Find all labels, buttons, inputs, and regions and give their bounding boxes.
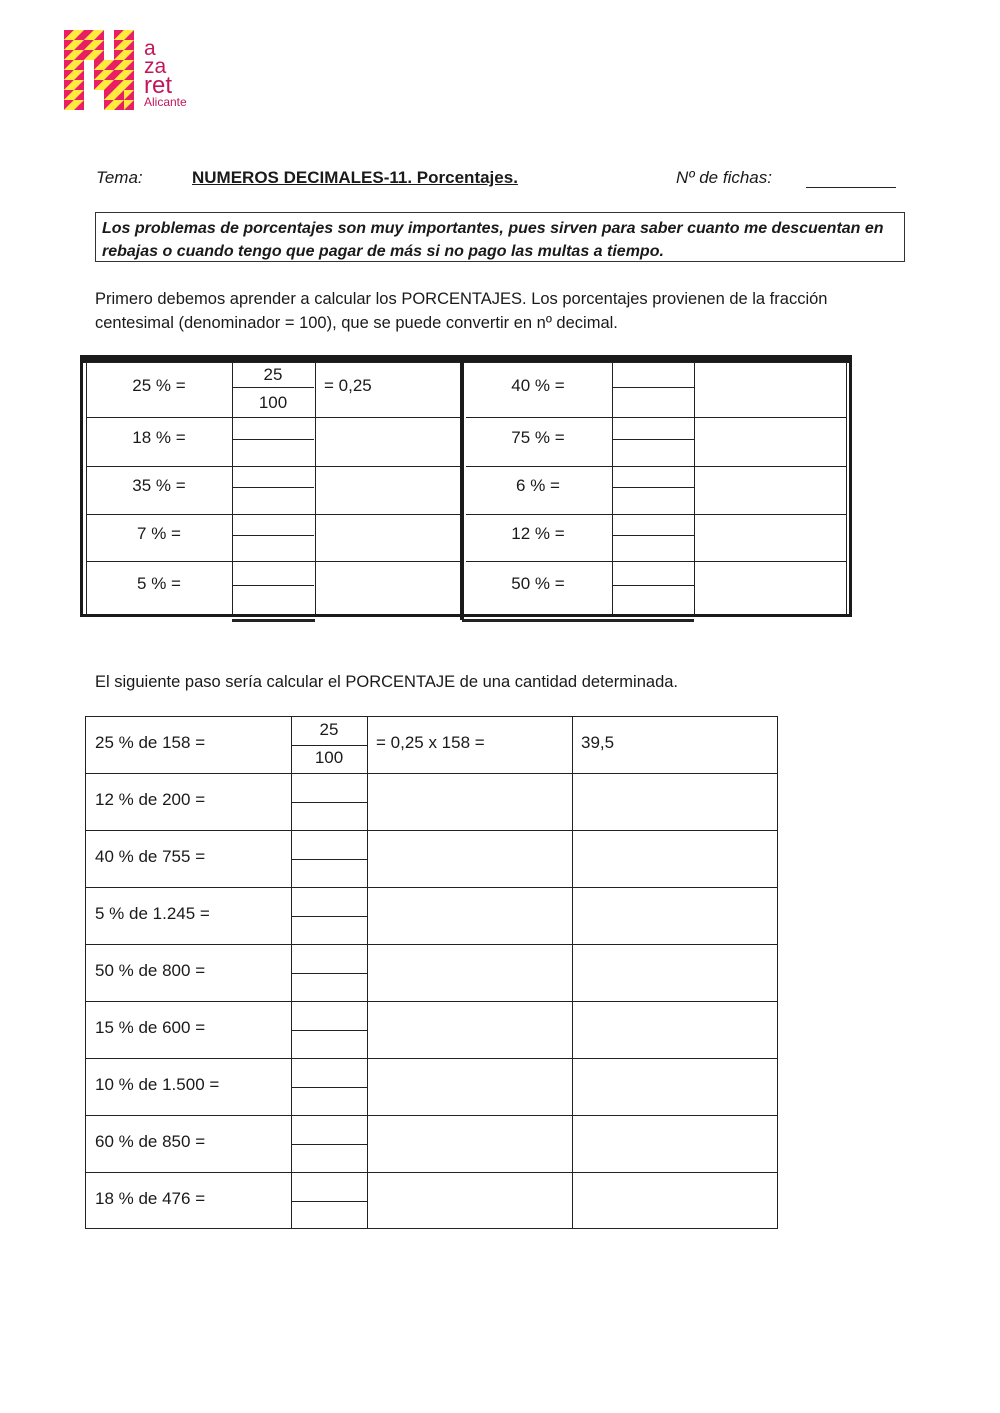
row-divider xyxy=(85,1172,778,1173)
percent-label: 40 % = xyxy=(511,376,565,395)
fraction-bar xyxy=(612,487,694,488)
column-divider xyxy=(846,362,847,614)
percent-label: 35 % = xyxy=(132,476,186,495)
percent-of-label: 15 % de 600 = xyxy=(95,1018,206,1037)
column-divider xyxy=(572,716,573,1229)
result-field[interactable]: 39,5 xyxy=(581,733,615,752)
row-divider xyxy=(85,830,778,831)
fraction-bar xyxy=(612,387,694,388)
logo xyxy=(64,30,209,110)
row-divider xyxy=(85,944,778,945)
logo-n-icon xyxy=(64,30,144,110)
fraction-bar xyxy=(232,387,314,388)
row-divider xyxy=(86,362,846,363)
fichas-label: Nº de fichas: xyxy=(676,168,772,187)
page-title: NUMEROS DECIMALES-11. Porcentajes. xyxy=(192,168,518,187)
fraction-bar xyxy=(291,916,367,917)
fraction-bar xyxy=(291,802,367,803)
percent-label: 25 % = xyxy=(132,376,186,395)
intro-box: Los problemas de porcentajes son muy importantes, pues sirven para saber cuanto me descuentan en rebajas o cuando tengo que pagar de más si no pago las multas a tiempo. xyxy=(95,212,905,262)
instruction-paragraph-1: Primero debemos aprender a calcular los PORCENTAJES. Los porcentajes provienen de la fracción centesimal (denominador = 100), que se puede convertir en nº decimal. xyxy=(95,290,828,332)
logo-text-a: a xyxy=(144,37,156,60)
percent-label: 50 % = xyxy=(511,574,565,593)
row-divider xyxy=(466,417,846,418)
percent-label: 75 % = xyxy=(511,428,565,447)
fraction-bar xyxy=(291,1201,367,1202)
percent-label: 18 % = xyxy=(132,428,186,447)
percent-label: 5 % = xyxy=(137,574,181,593)
column-divider xyxy=(694,362,695,614)
row-divider xyxy=(86,514,462,515)
row-divider xyxy=(85,887,778,888)
denominator-field[interactable]: 100 xyxy=(314,748,344,767)
percent-of-label: 10 % de 1.500 = xyxy=(95,1075,220,1094)
fraction-bar xyxy=(291,1030,367,1031)
row-divider xyxy=(85,1058,778,1059)
percent-of-label: 18 % de 476 = xyxy=(95,1189,206,1208)
row-divider xyxy=(86,561,462,562)
logo-city: Alicante xyxy=(144,95,187,109)
column-divider xyxy=(460,358,464,620)
fichas-input-line[interactable] xyxy=(806,187,896,188)
percent-label: 12 % = xyxy=(511,524,565,543)
row-divider xyxy=(466,466,846,467)
fraction-bar xyxy=(232,439,314,440)
fraction-bar xyxy=(232,487,314,488)
fraction-bar xyxy=(612,439,694,440)
column-divider xyxy=(612,362,613,614)
row-divider xyxy=(86,466,462,467)
instruction-paragraph-2: El siguiente paso sería calcular el PORCENTAJE de una cantidad determinada. xyxy=(95,673,679,691)
percent-of-label: 5 % de 1.245 = xyxy=(95,904,210,923)
frac-base-line xyxy=(232,619,315,622)
percent-of-label: 40 % de 755 = xyxy=(95,847,206,866)
fraction-bar xyxy=(291,859,367,860)
column-divider xyxy=(367,716,368,1229)
row-divider xyxy=(85,773,778,774)
fraction-bar xyxy=(291,745,367,746)
logo-text-za: za xyxy=(144,55,167,78)
row-divider xyxy=(466,561,846,562)
row-divider xyxy=(85,1115,778,1116)
tema-label: Tema: xyxy=(96,168,143,187)
numerator-field[interactable]: 25 xyxy=(319,720,339,739)
fraction-bar xyxy=(612,535,694,536)
row-divider xyxy=(86,417,462,418)
numerator-field[interactable]: 25 xyxy=(263,365,283,384)
denominator-field[interactable]: 100 xyxy=(258,393,288,412)
fraction-bar xyxy=(232,585,314,586)
frac-base-line xyxy=(462,619,694,622)
operation-field[interactable]: = 0,25 x 158 = xyxy=(376,733,485,752)
fraction-bar xyxy=(291,1087,367,1088)
row-divider xyxy=(466,514,846,515)
fraction-bar xyxy=(232,535,314,536)
fraction-bar xyxy=(291,973,367,974)
row-divider xyxy=(85,1001,778,1002)
fraction-bar xyxy=(291,1144,367,1145)
column-divider xyxy=(86,362,87,614)
percent-of-label: 50 % de 800 = xyxy=(95,961,206,980)
percent-of-label: 12 % de 200 = xyxy=(95,790,206,809)
percent-label: 6 % = xyxy=(516,476,560,495)
percent-of-label: 60 % de 850 = xyxy=(95,1132,206,1151)
decimal-result-field[interactable]: = 0,25 xyxy=(324,376,372,395)
fraction-bar xyxy=(612,585,694,586)
percent-label: 7 % = xyxy=(137,524,181,543)
column-divider xyxy=(315,362,316,614)
percent-of-label: 25 % de 158 = xyxy=(95,733,206,752)
logo-text-ret: ret xyxy=(144,72,173,99)
